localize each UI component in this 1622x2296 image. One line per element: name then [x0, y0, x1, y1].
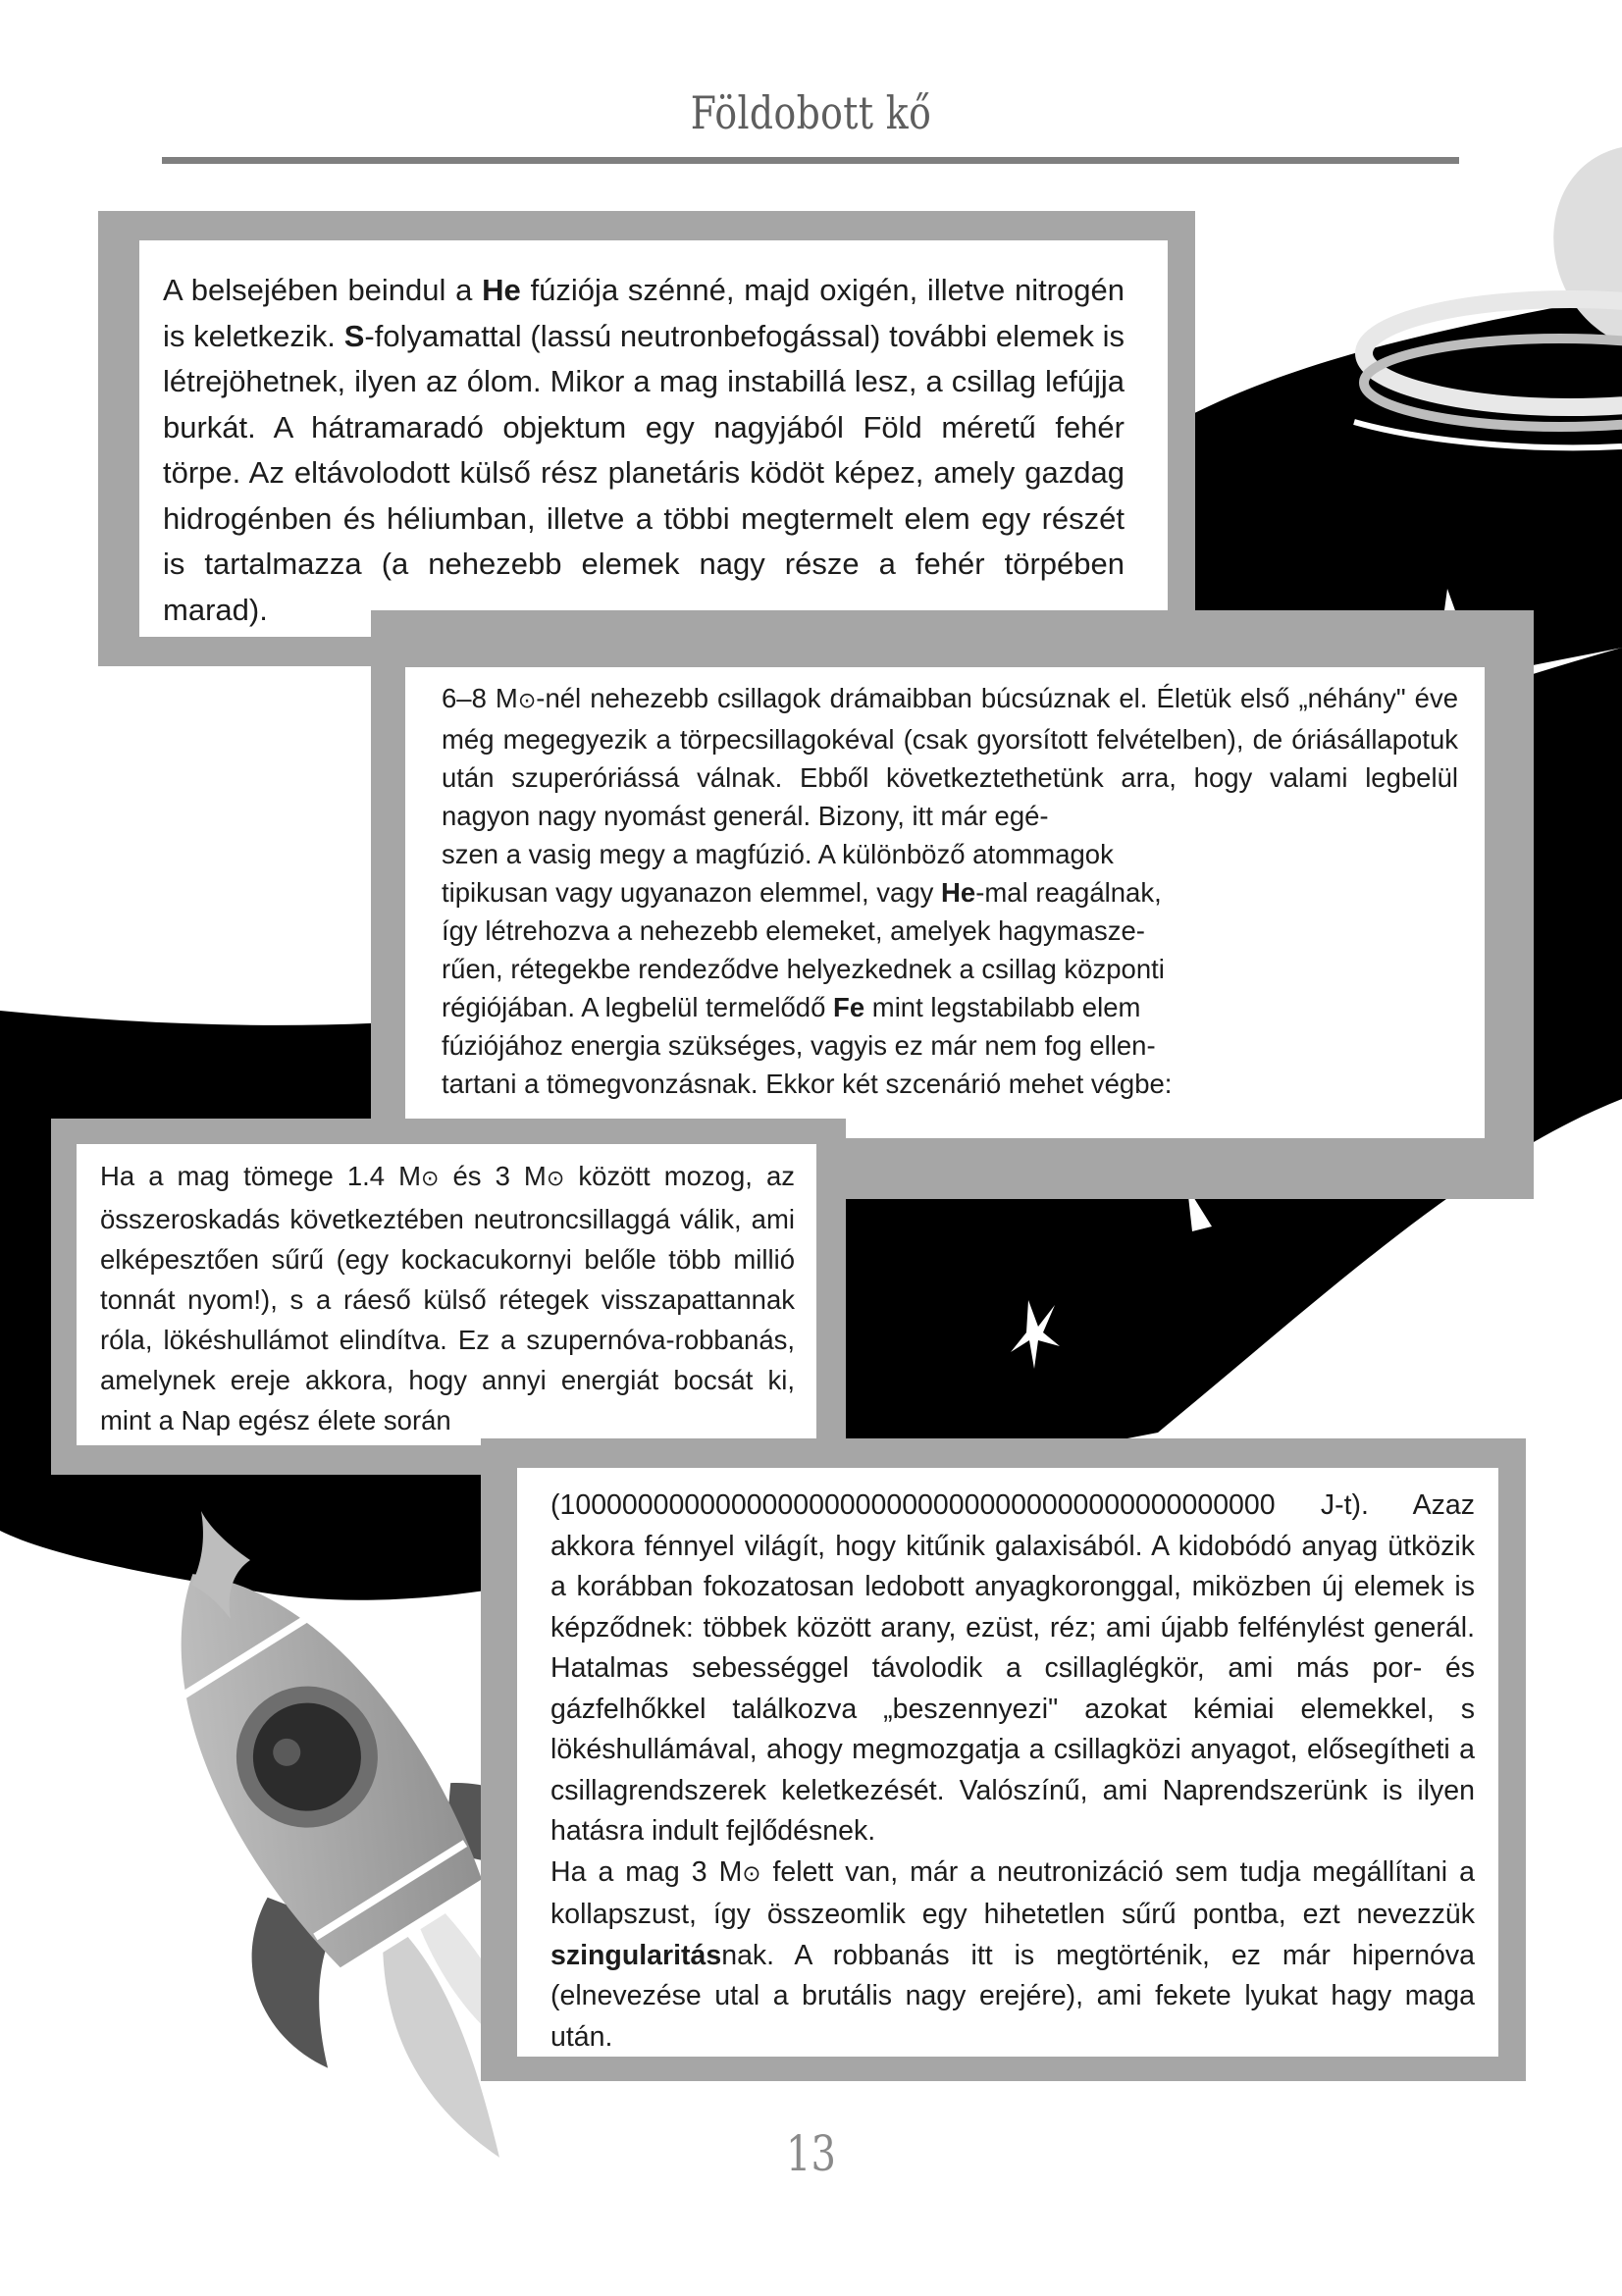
- title-underline: [162, 157, 1459, 164]
- page-number: 13: [786, 2125, 836, 2182]
- text-box-3: [77, 1144, 816, 1445]
- page-title: Földobott kő: [690, 86, 932, 139]
- paragraph-massive-stars: 6–8 M⊙-nél nehezebb csillagok drámaibban búcsúznak el. Életük első „néhány" éve még megegyezik a törpecsillagokéval (csak gyorsított felvételben), de óriásállapotuk után szuperóriássá válnak. Ebből következtethetünk arra, hogy valami legbelül nagyon nagy nyomást generál. Bizony, itt már egé-: [442, 683, 1458, 831]
- paragraph-neutron-star: Ha a mag tömege 1.4 M⊙ és 3 M⊙ között mozog, az összeroskadás következtében neutroncsillaggá válik, ami elképesztően sűrű (egy kockacukornyi belőle több millió tonnát nyom!), s a ráeső külső rétegek visszapattannak róla, lökéshullámot elindítva. Ez a szupernóva-robbanás, amelynek ereje akkora, hogy annyi energiát bocsát ki, mint a Nap egész élete során: [100, 1161, 796, 1435]
- paragraph-line: fúziójához energia szükséges, vagyis ez már nem fog ellen-: [442, 1030, 1156, 1061]
- solar-mass-symbol: ⊙: [421, 1167, 440, 1191]
- paragraph-line: tipikusan vagy ugyanazon elemmel, vagy He-mal reagálnak,: [442, 877, 1162, 908]
- bold-singularity: szingularitás: [550, 1939, 722, 1971]
- bold-he: He: [482, 273, 521, 307]
- paragraph-line: régiójában. A legbelül termelődő Fe mint legstabilabb elem: [442, 992, 1141, 1022]
- planet-illustration: [1354, 147, 1622, 447]
- paragraph-line: így létrehozva a nehezebb elemeket, amelyek hagymasze-: [442, 915, 1145, 946]
- paragraph-line: rűen, rétegekbe rendeződve helyezkednek a csillag központi: [442, 954, 1165, 984]
- text-box-1: [139, 240, 1168, 637]
- paragraph-line: tartani a tömegvonzásnak. Ekkor két szcenárió mehet végbe:: [442, 1069, 1173, 1099]
- paragraph-hypernova: Ha a mag 3 M⊙ felett van, már a neutronizáció sem tudja megállítani a kollapszust, így összeomlik egy hihetetlen sűrű pontba, ezt nevezzük szingularitásnak. A robbanás itt is megtörténik, ez már hipernóva (elnevezése utal a brutális nagy erejére), ami fekete lyukat hagy maga után.: [550, 1855, 1475, 2053]
- text-box-4: [517, 1468, 1498, 2057]
- bold-fe: Fe: [833, 992, 865, 1022]
- bold-s: S: [343, 318, 365, 353]
- bold-he: He: [941, 877, 976, 908]
- text-box-2: [405, 667, 1485, 1138]
- paragraph-he-fusion: A belsejében beindul a He fúziója szénné, majd oxigén, illetve nitrogén is keletkezik. S-folyamattal (lassú neutronbefogással) további elemek is létrejöhetnek, ilyen az ólom. Mikor a mag instabillá lesz, a csillag lefújja burkát. A hátramaradó objektum egy nagyjából Föld méretű fehér törpe. Az eltávolodott külső rész planetáris ködöt képez, amely gazdag hidrogénben és héliumban, illetve a többi megtermelt elem egy részét is tartalmazza (a nehezebb elemek nagy része a fehér törpében marad).: [163, 273, 1125, 627]
- paragraph-supernova: (1000000000000000000000000000000000000000000000 J-t). Azaz akkora fénnyel világít, hogy kitűnik galaxisából. A kidobódó anyag ütközik a korábban fokozatosan ledobott anyagkoronggal, miközben új elemek is képződnek: többek között arany, ezüst, réz; ami újabb felfénylést generál. Hatalmas sebességgel távolodik a csillaglégkör, ami más por- és gázfelhőkkel találkozva „beszennyezi" azokat kémiai elemekkel, s lökéshullámával, ahogy megmozgatja a csillagközi anyagot, elősegítheti a csillagrendszerek keletkezését. Valószínű, ami Naprendszerünk is ilyen hatásra indult fejlődésnek.: [550, 1489, 1475, 1847]
- solar-mass-symbol: ⊙: [517, 689, 537, 713]
- solar-mass-symbol: ⊙: [742, 1860, 761, 1887]
- solar-mass-symbol: ⊙: [546, 1167, 565, 1191]
- paragraph-line: szen a vasig megy a magfúzió. A különböző atommagok: [442, 839, 1114, 869]
